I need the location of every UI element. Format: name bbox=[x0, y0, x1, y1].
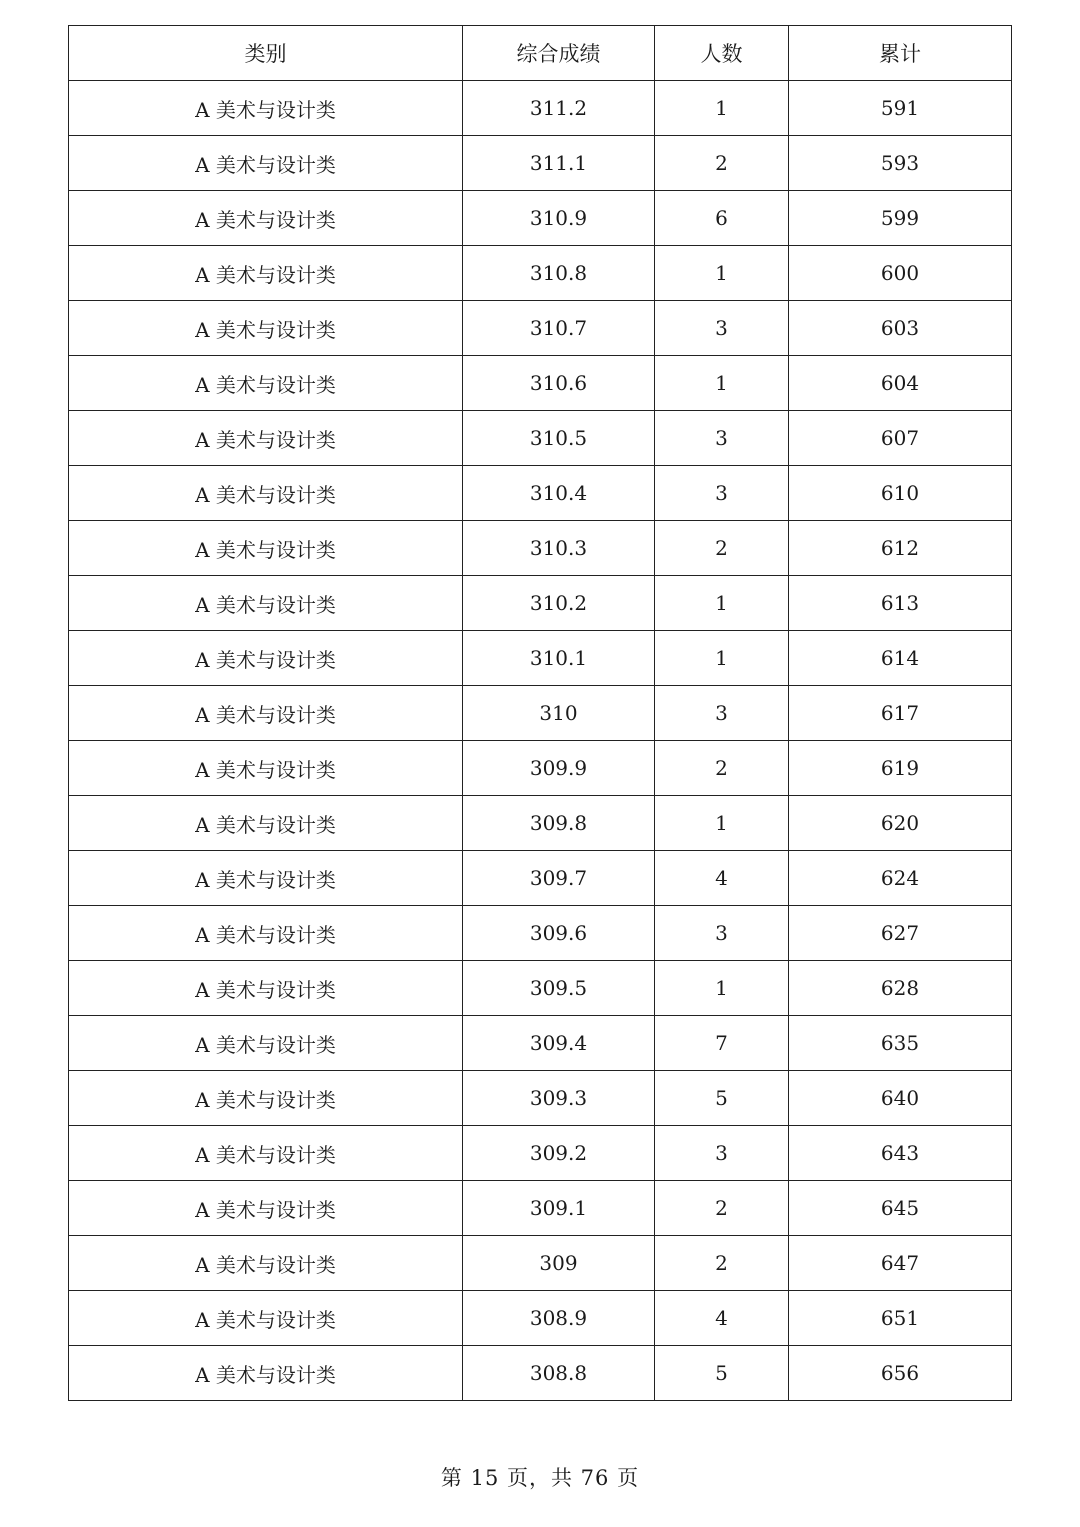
cell-cumulative: 603 bbox=[789, 301, 1012, 356]
cell-count: 5 bbox=[655, 1346, 789, 1401]
cell-count: 7 bbox=[655, 1016, 789, 1071]
cell-category: A 美术与设计类 bbox=[69, 521, 463, 576]
table-row bbox=[69, 906, 1012, 961]
cell-score: 310.9 bbox=[463, 191, 655, 246]
cell-category: A 美术与设计类 bbox=[69, 851, 463, 906]
cell-score: 308.9 bbox=[463, 1291, 655, 1346]
cell-cumulative: 591 bbox=[789, 81, 1012, 136]
cell-score: 310.2 bbox=[463, 576, 655, 631]
cell-count: 4 bbox=[655, 851, 789, 906]
cell-count: 2 bbox=[655, 136, 789, 191]
cell-score: 309.8 bbox=[463, 796, 655, 851]
table-row bbox=[69, 1346, 1012, 1401]
cell-cumulative: 604 bbox=[789, 356, 1012, 411]
table-row bbox=[69, 1126, 1012, 1181]
cell-score: 309.3 bbox=[463, 1071, 655, 1126]
cell-cumulative: 656 bbox=[789, 1346, 1012, 1401]
cell-cumulative: 614 bbox=[789, 631, 1012, 686]
cell-cumulative: 617 bbox=[789, 686, 1012, 741]
cell-score: 311.1 bbox=[463, 136, 655, 191]
cell-category: A 美术与设计类 bbox=[69, 961, 463, 1016]
cell-category: A 美术与设计类 bbox=[69, 631, 463, 686]
cell-category: A 美术与设计类 bbox=[69, 796, 463, 851]
cell-count: 3 bbox=[655, 906, 789, 961]
header-row bbox=[69, 26, 1012, 81]
cell-category: A 美术与设计类 bbox=[69, 1291, 463, 1346]
cell-category: A 美术与设计类 bbox=[69, 191, 463, 246]
cell-count: 2 bbox=[655, 1181, 789, 1236]
cell-score: 310.3 bbox=[463, 521, 655, 576]
cell-cumulative: 628 bbox=[789, 961, 1012, 1016]
cell-category: A 美术与设计类 bbox=[69, 1126, 463, 1181]
cell-score: 309 bbox=[463, 1236, 655, 1291]
table-row bbox=[69, 961, 1012, 1016]
table-row bbox=[69, 686, 1012, 741]
cell-score: 310.5 bbox=[463, 411, 655, 466]
cell-cumulative: 635 bbox=[789, 1016, 1012, 1071]
cell-category: A 美术与设计类 bbox=[69, 246, 463, 301]
cell-count: 2 bbox=[655, 521, 789, 576]
table-row bbox=[69, 246, 1012, 301]
cell-score: 310.4 bbox=[463, 466, 655, 521]
table-row bbox=[69, 1291, 1012, 1346]
cell-score: 309.1 bbox=[463, 1181, 655, 1236]
cell-count: 5 bbox=[655, 1071, 789, 1126]
cell-score: 310.8 bbox=[463, 246, 655, 301]
table-body bbox=[69, 81, 1012, 1401]
cell-cumulative: 593 bbox=[789, 136, 1012, 191]
table-row bbox=[69, 301, 1012, 356]
cell-count: 1 bbox=[655, 961, 789, 1016]
cell-cumulative: 613 bbox=[789, 576, 1012, 631]
cell-category: A 美术与设计类 bbox=[69, 741, 463, 796]
cell-category: A 美术与设计类 bbox=[69, 1346, 463, 1401]
cell-category: A 美术与设计类 bbox=[69, 686, 463, 741]
cell-score: 309.7 bbox=[463, 851, 655, 906]
cell-count: 4 bbox=[655, 1291, 789, 1346]
cell-cumulative: 624 bbox=[789, 851, 1012, 906]
table-row bbox=[69, 521, 1012, 576]
cell-score: 309.9 bbox=[463, 741, 655, 796]
cell-cumulative: 647 bbox=[789, 1236, 1012, 1291]
table-row bbox=[69, 741, 1012, 796]
cell-category: A 美术与设计类 bbox=[69, 466, 463, 521]
cell-cumulative: 612 bbox=[789, 521, 1012, 576]
cell-cumulative: 607 bbox=[789, 411, 1012, 466]
cell-cumulative: 651 bbox=[789, 1291, 1012, 1346]
table-row bbox=[69, 1071, 1012, 1126]
cell-count: 3 bbox=[655, 686, 789, 741]
cell-cumulative: 620 bbox=[789, 796, 1012, 851]
table-row bbox=[69, 81, 1012, 136]
cell-score: 308.8 bbox=[463, 1346, 655, 1401]
table-row bbox=[69, 356, 1012, 411]
cell-category: A 美术与设计类 bbox=[69, 136, 463, 191]
cell-score: 310.7 bbox=[463, 301, 655, 356]
cell-cumulative: 619 bbox=[789, 741, 1012, 796]
table-row bbox=[69, 1236, 1012, 1291]
cell-count: 3 bbox=[655, 411, 789, 466]
column-header-score: 综合成绩 bbox=[463, 26, 655, 81]
cell-category: A 美术与设计类 bbox=[69, 411, 463, 466]
cell-count: 3 bbox=[655, 301, 789, 356]
cell-count: 2 bbox=[655, 741, 789, 796]
table-row bbox=[69, 796, 1012, 851]
cell-category: A 美术与设计类 bbox=[69, 576, 463, 631]
cell-cumulative: 610 bbox=[789, 466, 1012, 521]
table-row bbox=[69, 136, 1012, 191]
cell-category: A 美术与设计类 bbox=[69, 81, 463, 136]
cell-score: 309.5 bbox=[463, 961, 655, 1016]
column-header-count: 人数 bbox=[655, 26, 789, 81]
cell-score: 310.1 bbox=[463, 631, 655, 686]
cell-count: 1 bbox=[655, 81, 789, 136]
cell-score: 309.6 bbox=[463, 906, 655, 961]
cell-cumulative: 640 bbox=[789, 1071, 1012, 1126]
cell-score: 311.2 bbox=[463, 81, 655, 136]
cell-count: 1 bbox=[655, 796, 789, 851]
cell-cumulative: 627 bbox=[789, 906, 1012, 961]
table-row bbox=[69, 466, 1012, 521]
cell-score: 310.6 bbox=[463, 356, 655, 411]
cell-count: 3 bbox=[655, 1126, 789, 1181]
table-row bbox=[69, 1181, 1012, 1236]
cell-category: A 美术与设计类 bbox=[69, 906, 463, 961]
cell-category: A 美术与设计类 bbox=[69, 1016, 463, 1071]
score-table bbox=[68, 25, 1012, 1401]
page-footer: 第 15 页，共 76 页 bbox=[440, 1466, 640, 1490]
cell-count: 1 bbox=[655, 246, 789, 301]
table-header bbox=[69, 26, 1012, 81]
table-row bbox=[69, 576, 1012, 631]
cell-cumulative: 599 bbox=[789, 191, 1012, 246]
table-row bbox=[69, 1016, 1012, 1071]
cell-category: A 美术与设计类 bbox=[69, 301, 463, 356]
cell-category: A 美术与设计类 bbox=[69, 1071, 463, 1126]
cell-count: 1 bbox=[655, 631, 789, 686]
cell-score: 310 bbox=[463, 686, 655, 741]
table-row bbox=[69, 851, 1012, 906]
cell-count: 2 bbox=[655, 1236, 789, 1291]
column-header-category: 类别 bbox=[69, 26, 463, 81]
cell-category: A 美术与设计类 bbox=[69, 356, 463, 411]
cell-count: 1 bbox=[655, 356, 789, 411]
column-header-cumulative: 累计 bbox=[789, 26, 1012, 81]
cell-category: A 美术与设计类 bbox=[69, 1236, 463, 1291]
cell-count: 6 bbox=[655, 191, 789, 246]
cell-count: 3 bbox=[655, 466, 789, 521]
cell-cumulative: 645 bbox=[789, 1181, 1012, 1236]
cell-count: 1 bbox=[655, 576, 789, 631]
table-row bbox=[69, 191, 1012, 246]
cell-score: 309.4 bbox=[463, 1016, 655, 1071]
table-row bbox=[69, 411, 1012, 466]
cell-category: A 美术与设计类 bbox=[69, 1181, 463, 1236]
cell-cumulative: 600 bbox=[789, 246, 1012, 301]
cell-score: 309.2 bbox=[463, 1126, 655, 1181]
cell-cumulative: 643 bbox=[789, 1126, 1012, 1181]
table-row bbox=[69, 631, 1012, 686]
